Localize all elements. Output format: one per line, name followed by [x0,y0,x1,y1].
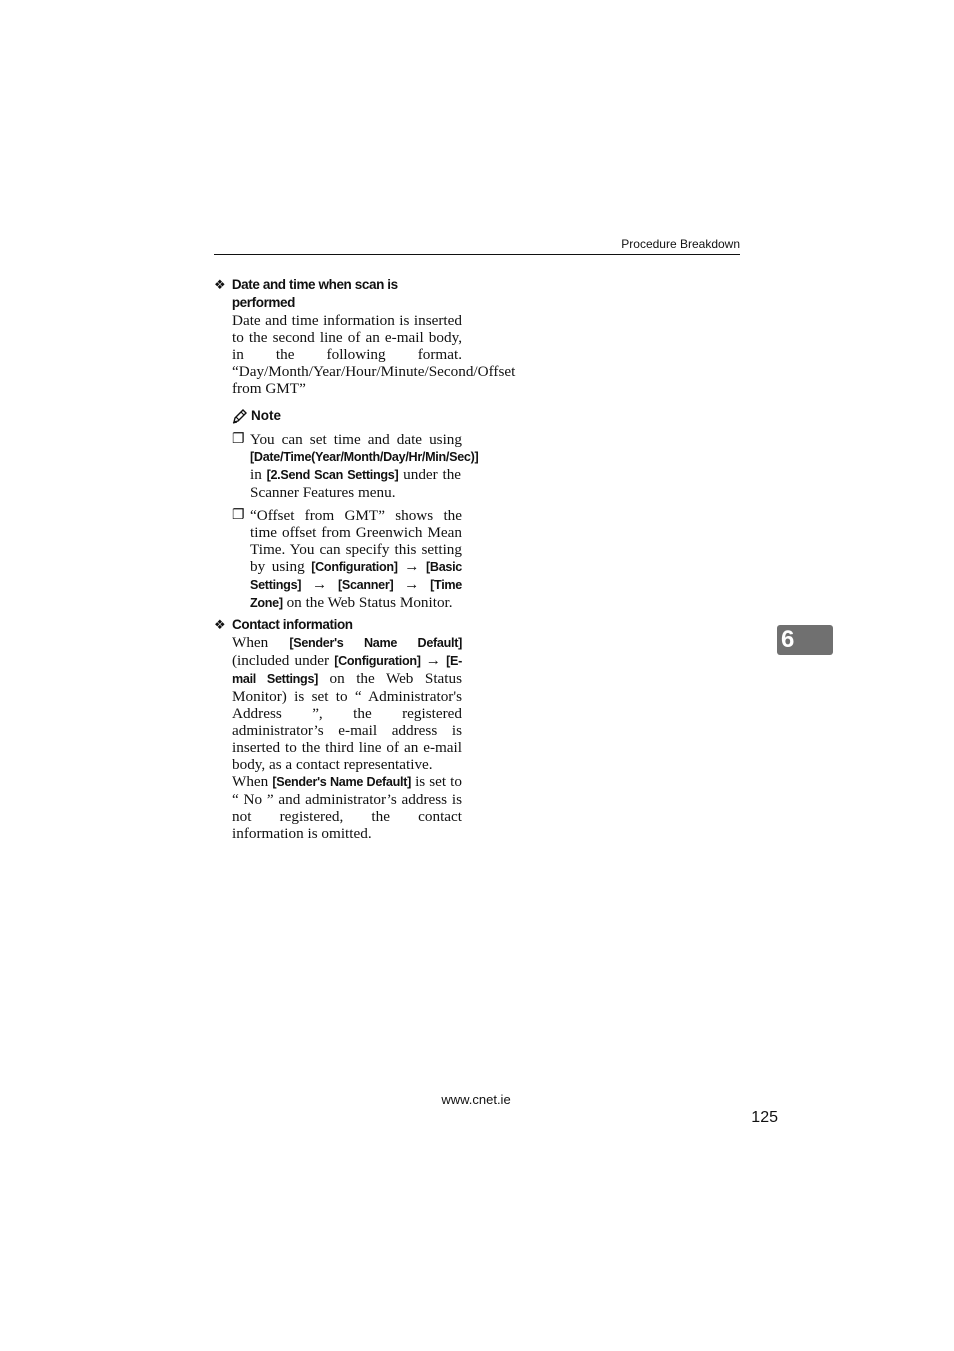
arrow-icon: → [420,652,447,669]
footer-url: www.cnet.ie [441,1092,511,1107]
ui-key-senders-name-default: [Sender's Name Default] [272,775,412,789]
ui-key-basic-settings: [Basic Settings] [250,560,462,592]
text-run: on the Web Status Monitor. [282,594,453,611]
text-run: When [232,773,273,790]
text-run: on the Web Status Monitor) is set to “ Administrator's Address ”, the registered administrator’s e-mail address is inserted to the third line of an e-mail body, as a contact representative. [232,670,463,773]
diamond-bullet-icon: ❖ [214,277,226,292]
ui-key-senders-name-default: [Sender's Name Default] [289,636,463,650]
note-text [250,431,479,501]
text-run: under the Scanner Features menu. [250,466,462,501]
arrow-icon: → [393,576,431,593]
note-item [232,507,462,612]
ui-key-time-zone: [Time Zone] [250,578,463,610]
section-paragraph [232,773,462,842]
ui-key-email-settings: [E-mail Settings] [232,654,463,686]
page-number: 125 [751,1109,778,1126]
section-title: Date and time when scan is performed [231,277,398,310]
text-run: is set to “ No ” and administrator’s address is not registered, the contact information is omitted. [232,773,462,842]
note-item [232,431,479,501]
ui-key-configuration: [Configuration] [334,654,421,668]
text-run: (included under [232,652,335,669]
section-date-time [214,276,516,612]
section-title: Contact information [232,617,353,632]
diamond-bullet-icon: ❖ [214,617,226,632]
ui-key-send-scan-settings: [2.Send Scan Settings] [266,468,399,482]
note-title: Note [251,408,281,423]
ui-key-date-time: [Date/Time(Year/Month/Day/Hr/Min/Sec)] [250,450,479,464]
ui-key-configuration: [Configuration] [311,560,398,574]
pencil-icon [232,409,248,424]
header-rule [214,254,740,255]
text-run: You can set time and date using [250,431,462,448]
section-paragraph [232,634,462,773]
checkbox-bullet-icon: ❐ [232,508,245,523]
text-run: “Offset from GMT” shows the time offset from Greenwich Mean Time. You can specify this setting by using [250,507,462,575]
arrow-icon: → [301,576,338,593]
note-text [250,507,462,612]
running-header: Procedure Breakdown [621,237,740,251]
text-run: When [232,634,290,651]
arrow-icon: → [397,558,426,575]
section-heading-date-time [214,276,462,312]
section-body: Date and time information is inserted to the second line of an e-mail body, in the following format. “Day/Month/Year/Hour/Minute/Second/Offset from GMT” [232,312,516,397]
ui-key-scanner: [Scanner] [337,578,394,592]
section-heading-contact [214,616,462,634]
checkbox-bullet-icon: ❐ [232,432,245,447]
note-heading [232,407,462,425]
section-contact-information [214,616,462,842]
text-run: in [250,466,267,483]
chapter-tab: 6 [777,625,833,655]
